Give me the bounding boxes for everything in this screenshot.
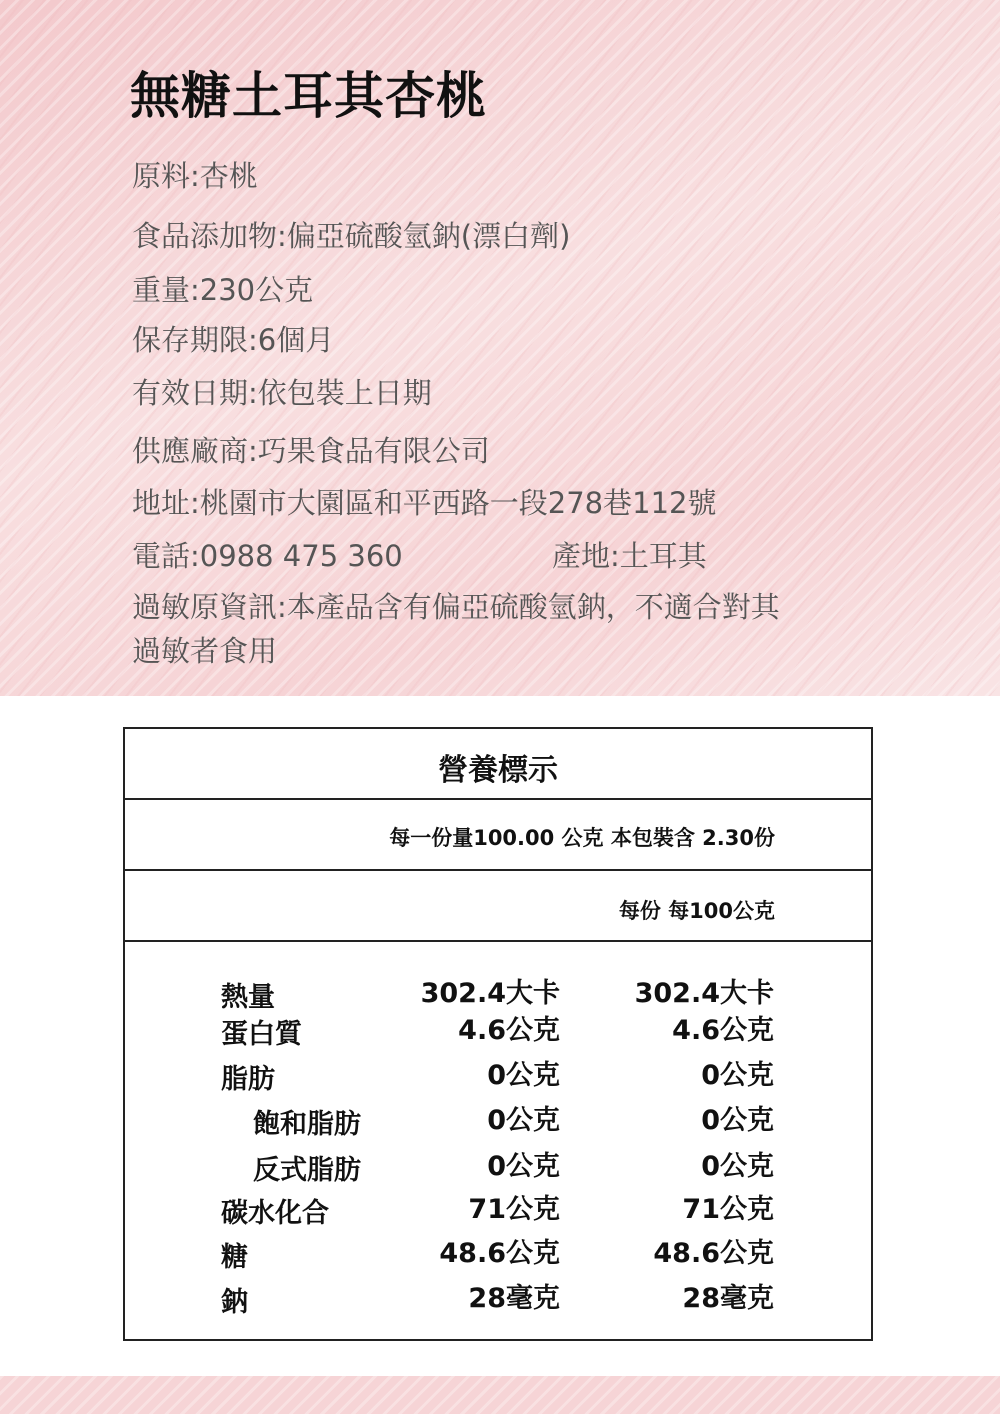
- additives-line: 食品添加物:偏亞硫酸氫鈉(漂白劑): [132, 219, 571, 253]
- nutrient-name: 反式脂肪: [253, 1155, 361, 1186]
- product-title: 無糖土耳其杏桃: [130, 67, 487, 125]
- nutrient-per-serving: 0公克: [487, 1151, 560, 1182]
- nutrient-per-serving: 48.6公克: [439, 1238, 560, 1269]
- nutrient-per-100g: 28毫克: [682, 1283, 774, 1314]
- nutrient-per-100g: 4.6公克: [672, 1015, 774, 1046]
- nutrient-per-serving: 0公克: [487, 1105, 560, 1136]
- nutrient-row: [125, 1102, 871, 1142]
- nutrient-per-serving: 71公克: [468, 1194, 560, 1225]
- nutrient-name: 脂肪: [221, 1064, 275, 1095]
- column-header-row: [125, 871, 871, 942]
- column-header-text: 每份 每100公克: [618, 899, 775, 923]
- nutrient-name: 飽和脂肪: [253, 1109, 361, 1140]
- nutrient-row: [125, 1012, 871, 1052]
- weight-line: 重量:230公克: [132, 273, 314, 307]
- nutrient-name: 熱量: [221, 982, 275, 1013]
- shelf-life-line: 保存期限:6個月: [132, 323, 335, 357]
- nutrient-row: [125, 1148, 871, 1188]
- allergen-line-1: 過敏原資訊:本產品含有偏亞硫酸氫鈉，不適合對其: [132, 590, 780, 624]
- nutrient-per-100g: 48.6公克: [653, 1238, 774, 1269]
- nutrient-per-serving: 0公克: [487, 1060, 560, 1091]
- pink-texture-footer: [0, 1376, 1000, 1414]
- nutrient-row: [125, 1235, 871, 1275]
- nutrition-title-row: [125, 729, 871, 800]
- nutrient-name: 鈉: [221, 1287, 248, 1318]
- supplier-line: 供應廠商:巧果食品有限公司: [132, 434, 490, 468]
- ingredients-line: 原料:杏桃: [132, 159, 258, 193]
- expiry-line: 有效日期:依包裝上日期: [132, 376, 432, 410]
- origin-line: 產地:土耳其: [552, 539, 707, 573]
- nutrient-name: 碳水化合: [221, 1198, 329, 1229]
- nutrient-per-100g: 0公克: [701, 1060, 774, 1091]
- serving-row: [125, 800, 871, 871]
- nutrient-name: 糖: [221, 1242, 248, 1273]
- nutrient-per-serving: 28毫克: [468, 1283, 560, 1314]
- nutrient-per-serving: 302.4大卡: [420, 978, 560, 1009]
- nutrient-row: [125, 1191, 871, 1231]
- nutrient-name: 蛋白質: [221, 1019, 302, 1050]
- nutrient-per-serving: 4.6公克: [458, 1015, 560, 1046]
- nutrient-per-100g: 302.4大卡: [634, 978, 774, 1009]
- nutrient-per-100g: 0公克: [701, 1151, 774, 1182]
- nutrient-per-100g: 71公克: [682, 1194, 774, 1225]
- address-line: 地址:桃園市大園區和平西路一段278巷112號: [132, 486, 717, 520]
- serving-size-text: 每一份量100.00 公克 本包裝含 2.30份: [389, 826, 775, 850]
- nutrient-row: [125, 1057, 871, 1097]
- nutrition-table: [123, 727, 873, 1341]
- nutrient-row: [125, 1280, 871, 1320]
- allergen-line-2: 過敏者食用: [132, 634, 278, 668]
- nutrition-title: 營養標示: [438, 753, 558, 788]
- phone-line: 電話:0988 475 360: [132, 539, 403, 573]
- nutrient-per-100g: 0公克: [701, 1105, 774, 1136]
